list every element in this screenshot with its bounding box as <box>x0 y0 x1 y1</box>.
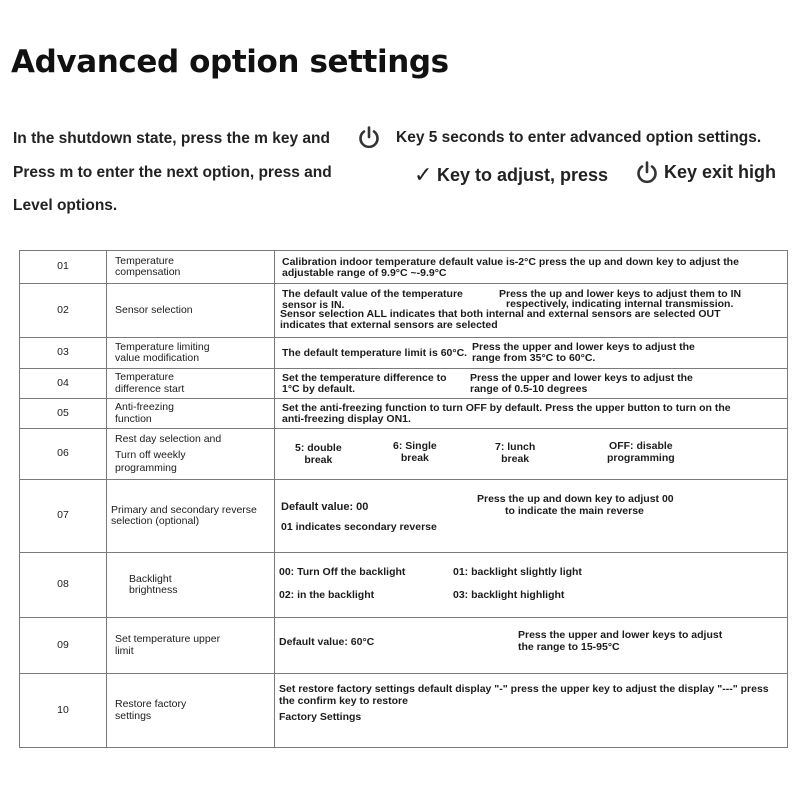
option-name: Anti-freezing function <box>107 399 275 429</box>
table-row <box>20 674 788 748</box>
option-number: 09 <box>20 618 107 674</box>
table-row <box>20 618 788 674</box>
option-description: Calibration indoor temperature default value is-2°C press the up and down key to adjust the adjustable range of 9.9°C ~-9.9°C <box>275 251 788 284</box>
option-choice: 6: Single break <box>393 440 437 464</box>
table-row <box>20 480 788 553</box>
option-name: Backlight brightness <box>107 553 275 618</box>
option-description: Set the temperature difference to 1°C by default. Press the upper and lower keys to adjust the range of 0.5-10 degrees <box>275 369 788 399</box>
intro-line1-right: Key 5 seconds to enter advanced option settings. <box>396 129 762 146</box>
table-row <box>20 338 788 369</box>
option-name: Set temperature upper limit <box>107 618 275 674</box>
option-description: Set restore factory settings default display "-" press the upper key to adjust the display "---" press the confirm key to restore Factory Settings <box>275 674 788 748</box>
table-row <box>20 284 788 338</box>
option-number: 10 <box>20 674 107 748</box>
option-choice: 5: double break <box>295 442 342 466</box>
option-choice: 01: backlight slightly light <box>453 566 582 578</box>
option-choice: 00: Turn Off the backlight <box>279 566 406 578</box>
options-table <box>19 250 788 748</box>
option-name: Sensor selection <box>107 284 275 338</box>
intro-line2-mid: Key to adjust, press <box>437 165 609 185</box>
option-description: Set the anti-freezing function to turn OFF by default. Press the upper button to turn on the anti-freezing display ON1. <box>275 399 788 429</box>
intro-line1-left: In the shutdown state, press the m key and <box>13 130 330 147</box>
page-title: Advanced option settings <box>11 44 449 80</box>
check-icon: ✓ <box>414 162 433 187</box>
option-number: 01 <box>20 251 107 284</box>
option-choice: 02: in the backlight <box>279 589 375 601</box>
table-row <box>20 399 788 429</box>
option-number: 04 <box>20 369 107 399</box>
option-choice: 03: backlight highlight <box>453 589 565 601</box>
power-icon <box>634 160 660 186</box>
option-name: Temperature limiting value modification <box>107 338 275 369</box>
option-name: Primary and secondary reverse selection (optional) <box>107 480 275 553</box>
option-description: The default value of the temperature sensor is IN. Press the up and lower keys to adjust them to IN respectively, indicating internal transmission. Sensor selection ALL indicates that both internal and external sensors are selected OUT indicates that external sensors are selected <box>275 284 788 338</box>
option-number: 05 <box>20 399 107 429</box>
intro-line2-right: Key exit high <box>664 162 777 182</box>
option-description: The default temperature limit is 60°C. Press the upper and lower keys to adjust the range from 35°C to 60°C. <box>275 338 788 369</box>
option-description: Default value: 60°C Press the upper and lower keys to adjust the range to 15-95°C <box>275 618 788 674</box>
option-description <box>275 429 788 480</box>
option-description: Default value: 00 01 indicates secondary reverse Press the up and down key to adjust 00 to indicate the main reverse <box>275 480 788 553</box>
intro-line2-left: Press m to enter the next option, press and <box>13 164 332 181</box>
table-row <box>20 369 788 399</box>
option-choice: OFF: disable programming <box>607 440 675 464</box>
option-name: Restore factory settings <box>107 674 275 748</box>
option-name: Temperature compensation <box>107 251 275 284</box>
option-description <box>275 553 788 618</box>
power-icon <box>356 125 382 151</box>
table-row <box>20 251 788 284</box>
option-number: 03 <box>20 338 107 369</box>
option-number: 06 <box>20 429 107 480</box>
option-name: Temperature difference start <box>107 369 275 399</box>
option-number: 08 <box>20 553 107 618</box>
option-number: 07 <box>20 480 107 553</box>
option-number: 02 <box>20 284 107 338</box>
option-choice: 7: lunch break <box>495 441 536 465</box>
intro-line3: Level options. <box>13 197 118 214</box>
option-name: Rest day selection and Turn off weekly programming <box>107 429 275 480</box>
table-row <box>20 553 788 618</box>
table-row <box>20 429 788 480</box>
